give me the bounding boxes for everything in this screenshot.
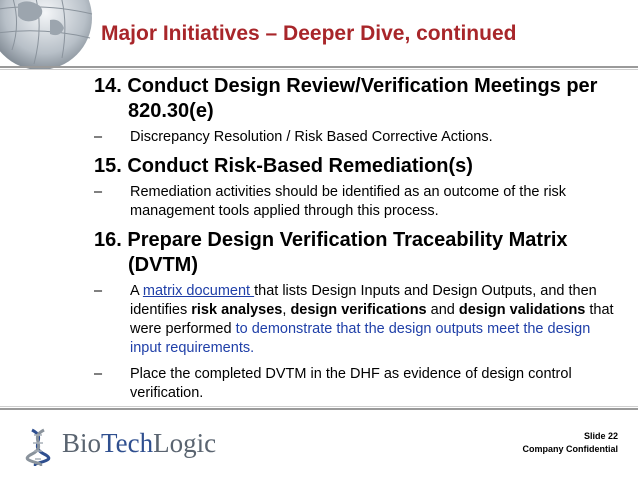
biotechlogic-logo: [22, 426, 222, 466]
item-16-heading: 16. Prepare Design Verification Traceability Matrix (DVTM): [94, 229, 568, 276]
bottom-divider: [0, 408, 638, 410]
item-16-sub1-pre: A: [130, 283, 143, 299]
bottom-divider-thin: [0, 406, 638, 407]
slide-footer: [522, 430, 618, 456]
bullet-dash: –: [94, 129, 103, 145]
item-14-heading: 14. Conduct Design Review/Verification Meetings per 820.30(e): [94, 75, 598, 122]
globe-icon: [0, 0, 96, 72]
item-16-sub1-blue: to demonstrate that the design outputs meet the design input requirements.: [130, 321, 591, 356]
logo-part-tech: Tech: [101, 428, 154, 458]
top-divider-thin: [0, 69, 638, 70]
item-16-sub1-b3: design validations: [458, 302, 586, 318]
item-16-sub1-t4: that were performed: [130, 302, 614, 337]
slide-title: Major Initiatives – Deeper Dive, continued: [101, 22, 517, 45]
item-16-sub1-t3: and: [426, 302, 459, 318]
item-16-sub-2: [94, 365, 614, 403]
item-16-sub1-t2: ,: [282, 302, 291, 318]
item-16-sub1-b2: design verifications: [290, 302, 427, 318]
bullet-dash: –: [94, 366, 103, 382]
item-14-sub-1: [94, 128, 614, 147]
item-14-sub-text: Discrepancy Resolution / Risk Based Corrective Actions.: [130, 129, 493, 145]
bullet-dash: –: [94, 184, 103, 200]
slide-content: [94, 74, 614, 410]
logo-wordmark: [62, 428, 216, 459]
item-16-sub1-b1: risk analyses: [191, 302, 283, 318]
item-15-heading: 15. Conduct Risk-Based Remediation(s): [94, 155, 473, 177]
item-15-sub-1: [94, 183, 614, 221]
item-16-sub1-t1: that lists Design Inputs and Design Outputs, and then identifies: [130, 283, 597, 318]
logo-part-logic: Logic: [153, 428, 217, 458]
top-divider: [0, 66, 638, 68]
matrix-document-link[interactable]: matrix document: [142, 283, 255, 299]
slide-number: Slide 22: [583, 431, 618, 441]
confidential-note: Company Confidential: [522, 444, 618, 454]
bullet-dash: –: [94, 283, 103, 299]
dna-helix-icon: [22, 426, 58, 466]
item-16-sub2-text: Place the completed DVTM in the DHF as evidence of design control verification.: [130, 366, 572, 401]
item-15-sub-text: Remediation activities should be identified as an outcome of the risk management tools applied through this process.: [130, 184, 567, 219]
item-16-sub-1: [94, 282, 614, 358]
logo-part-bio: Bio: [62, 428, 102, 458]
